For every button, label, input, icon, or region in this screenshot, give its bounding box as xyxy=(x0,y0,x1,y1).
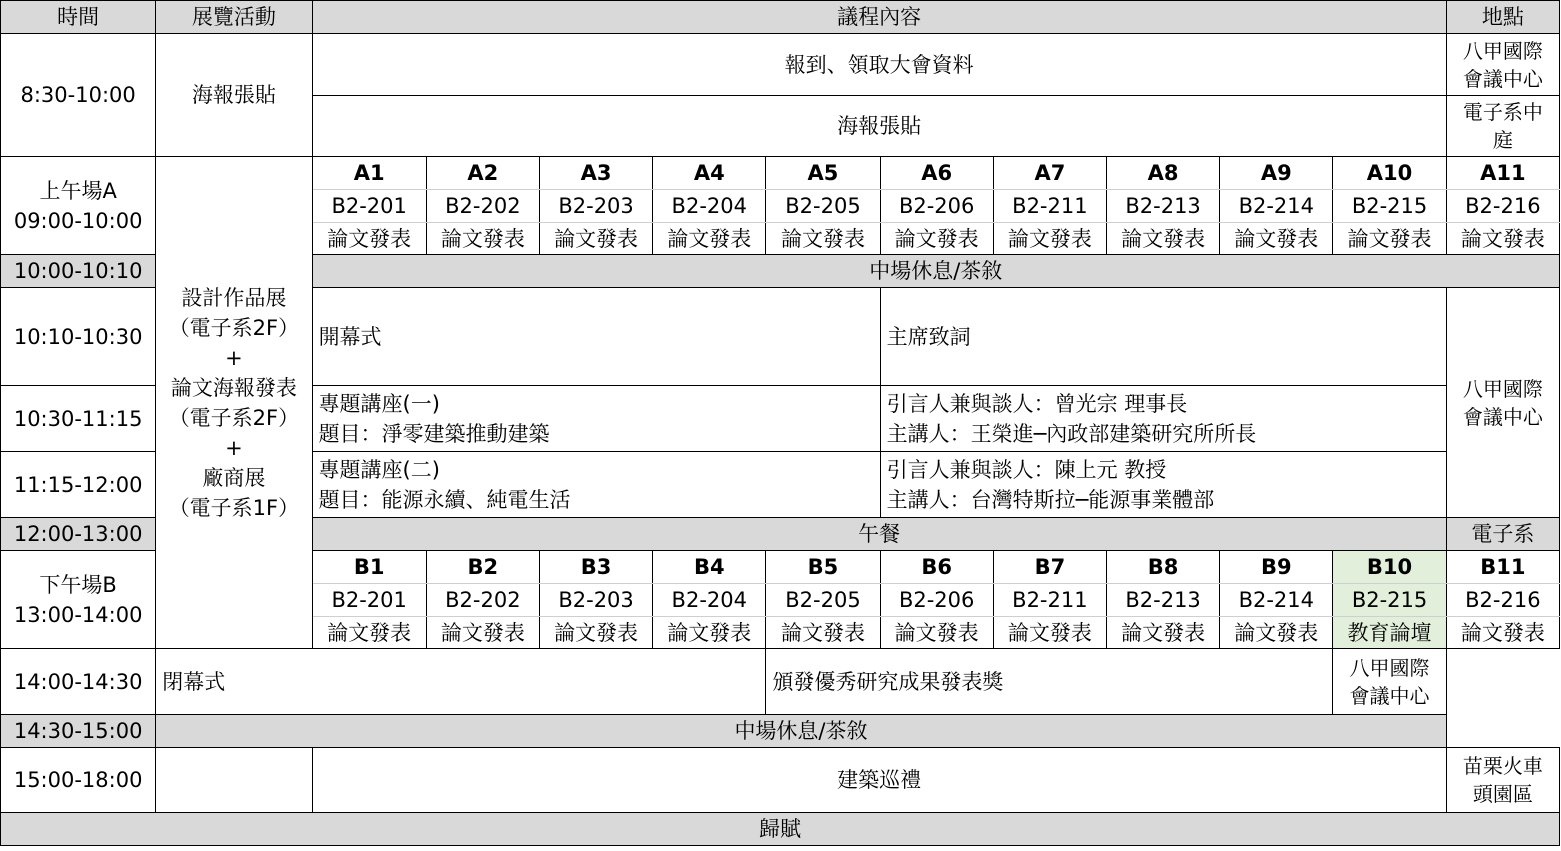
header-row xyxy=(1,1,1560,34)
session-code: B4 xyxy=(653,551,766,584)
opening-time: 10:10-10:30 xyxy=(1,288,156,386)
session-code: A2 xyxy=(426,157,539,190)
lecture1-right xyxy=(880,386,1446,452)
session-code: B9 xyxy=(1220,551,1333,584)
session-room: B2-203 xyxy=(539,190,652,223)
session-type: 論文發表 xyxy=(1446,617,1559,649)
session-room: B2-213 xyxy=(1106,584,1219,617)
checkin-venue-line2: 會議中心 xyxy=(1462,66,1543,91)
session-type: 論文發表 xyxy=(880,617,993,649)
session-room: B2-203 xyxy=(539,584,652,617)
poster-venue xyxy=(1446,96,1559,157)
poster-label: 海報張貼 xyxy=(312,96,1446,157)
session-type: 論文發表 xyxy=(993,223,1106,255)
session-room: B2-205 xyxy=(766,584,880,617)
registration-row xyxy=(1,34,1560,96)
session-code: A5 xyxy=(766,157,880,190)
session-room: B2-201 xyxy=(312,190,426,223)
session-room: B2-214 xyxy=(1220,584,1333,617)
break1-label: 中場休息/茶敘 xyxy=(312,255,1559,288)
session-room: B2-211 xyxy=(993,190,1106,223)
closing-left: 閉幕式 xyxy=(156,649,766,715)
exhibit-line2: （電子系2F） xyxy=(168,315,300,340)
closing-right: 頒發優秀研究成果發表獎 xyxy=(766,649,1333,715)
session-code-highlight: B10 xyxy=(1333,551,1446,584)
session-room: B2-206 xyxy=(880,584,993,617)
session-code: B3 xyxy=(539,551,652,584)
opening-right: 主席致詞 xyxy=(880,288,1446,386)
session-room: B2-205 xyxy=(766,190,880,223)
lunch-label: 午餐 xyxy=(312,518,1446,551)
session-code: A7 xyxy=(993,157,1106,190)
session-type-highlight: 教育論壇 xyxy=(1333,617,1446,649)
session-code: A4 xyxy=(653,157,766,190)
tour-venue-line1: 苗栗火車 xyxy=(1462,754,1543,778)
lecture2-speaker: 主講人：台灣特斯拉─能源事業體部 xyxy=(886,487,1215,512)
session-code: A1 xyxy=(312,157,426,190)
exhibit-plus1: + xyxy=(225,345,243,370)
session-room: B2-204 xyxy=(653,190,766,223)
exhibit-line5: 廠商展 xyxy=(202,465,266,490)
poster-venue-line2: 庭 xyxy=(1492,128,1513,152)
session-code: B7 xyxy=(993,551,1106,584)
morning-label: 上午場A xyxy=(39,178,117,203)
session-type: 論文發表 xyxy=(1220,617,1333,649)
return-label: 歸賦 xyxy=(1,813,1560,846)
session-room: B2-204 xyxy=(653,584,766,617)
session-room: B2-201 xyxy=(312,584,426,617)
lecture2-topic: 題目：能源永續、純電生活 xyxy=(318,487,571,512)
morning-time-range: 09:00-10:00 xyxy=(13,208,143,233)
lecture2-title: 專題講座(二) xyxy=(318,457,440,482)
session-type: 論文發表 xyxy=(1333,223,1446,255)
session-code: A8 xyxy=(1106,157,1219,190)
tour-time: 15:00-18:00 xyxy=(1,748,156,813)
session-type: 論文發表 xyxy=(1106,223,1219,255)
header-venue: 地點 xyxy=(1446,1,1559,34)
morning-time xyxy=(1,157,156,255)
lecture1-title: 專題講座(一) xyxy=(318,391,440,416)
checkin-venue-line1: 八甲國際 xyxy=(1462,38,1543,63)
lecture2-time: 11:15-12:00 xyxy=(1,452,156,518)
session-code: B8 xyxy=(1106,551,1219,584)
session-room: B2-216 xyxy=(1446,584,1559,617)
session-room-highlight: B2-215 xyxy=(1333,584,1446,617)
session-code: A6 xyxy=(880,157,993,190)
header-exhibit: 展覽活動 xyxy=(156,1,312,34)
lecture2-host: 引言人兼與談人：陳上元 教授 xyxy=(886,457,1167,482)
lecture2-left xyxy=(312,452,880,518)
checkin-venue xyxy=(1446,34,1559,96)
session-type: 論文發表 xyxy=(1220,223,1333,255)
session-type: 論文發表 xyxy=(653,223,766,255)
exhibit-line6: （電子系1F） xyxy=(168,495,300,520)
session-code: B2 xyxy=(426,551,539,584)
session-room: B2-202 xyxy=(426,584,539,617)
reg-time: 8:30-10:00 xyxy=(1,34,156,157)
closing-row xyxy=(1,649,1560,715)
lecture1-speaker: 主講人：王榮進─內政部建築研究所所長 xyxy=(886,421,1257,446)
session-code: A9 xyxy=(1220,157,1333,190)
closing-venue xyxy=(1333,649,1446,715)
header-time: 時間 xyxy=(1,1,156,34)
session-code: B11 xyxy=(1446,551,1559,584)
session-type: 論文發表 xyxy=(766,617,880,649)
session-type: 論文發表 xyxy=(653,617,766,649)
session-code: B1 xyxy=(312,551,426,584)
tour-exhibit-empty xyxy=(156,748,312,813)
lunch-venue: 電子系 xyxy=(1446,518,1559,551)
exhibit-column xyxy=(156,157,312,649)
session-type: 論文發表 xyxy=(539,617,652,649)
session-type: 論文發表 xyxy=(1106,617,1219,649)
session-room: B2-211 xyxy=(993,584,1106,617)
session-room: B2-215 xyxy=(1333,190,1446,223)
session-code: B5 xyxy=(766,551,880,584)
break2-label: 中場休息/茶敘 xyxy=(156,715,1446,748)
closing-venue-line2: 會議中心 xyxy=(1349,683,1430,708)
tour-row xyxy=(1,748,1560,813)
session-type: 論文發表 xyxy=(426,223,539,255)
tour-venue xyxy=(1446,748,1559,813)
reg-exhibit: 海報張貼 xyxy=(156,34,312,157)
session-type: 論文發表 xyxy=(993,617,1106,649)
morning-code-row xyxy=(1,157,1560,190)
exhibit-plus2: + xyxy=(225,435,243,460)
session-type: 論文發表 xyxy=(312,617,426,649)
session-code: A11 xyxy=(1446,157,1559,190)
session-room: B2-206 xyxy=(880,190,993,223)
poster-venue-line1: 電子系中 xyxy=(1462,100,1543,124)
afternoon-label: 下午場B xyxy=(39,572,117,597)
session-code: B6 xyxy=(880,551,993,584)
lecture1-left xyxy=(312,386,880,452)
session-type: 論文發表 xyxy=(312,223,426,255)
break1-time: 10:00-10:10 xyxy=(1,255,156,288)
session-room: B2-202 xyxy=(426,190,539,223)
checkin-label: 報到、領取大會資料 xyxy=(312,34,1446,96)
session-room: B2-214 xyxy=(1220,190,1333,223)
session-type: 論文發表 xyxy=(766,223,880,255)
lecture-venue-line1: 八甲國際 xyxy=(1462,376,1543,401)
return-row xyxy=(1,813,1560,846)
session-type: 論文發表 xyxy=(426,617,539,649)
lecture-venue xyxy=(1446,288,1559,518)
exhibit-line1: 設計作品展 xyxy=(181,285,287,310)
closing-venue-line1: 八甲國際 xyxy=(1349,655,1430,680)
tour-label: 建築巡禮 xyxy=(312,748,1446,813)
session-room: B2-213 xyxy=(1106,190,1219,223)
break2-row xyxy=(1,715,1560,748)
session-code: A3 xyxy=(539,157,652,190)
lecture1-topic: 題目：淨零建築推動建築 xyxy=(318,421,550,446)
closing-time: 14:00-14:30 xyxy=(1,649,156,715)
lecture1-host: 引言人兼與談人：曾光宗 理事長 xyxy=(886,391,1188,416)
exhibit-line3: 論文海報發表 xyxy=(170,375,297,400)
afternoon-time-range: 13:00-14:00 xyxy=(13,602,143,627)
exhibit-line4: （電子系2F） xyxy=(168,405,300,430)
header-agenda: 議程內容 xyxy=(312,1,1446,34)
session-type: 論文發表 xyxy=(880,223,993,255)
tour-venue-line2: 頭園區 xyxy=(1472,782,1533,806)
break2-time: 14:30-15:00 xyxy=(1,715,156,748)
lunch-time: 12:00-13:00 xyxy=(1,518,156,551)
session-room: B2-216 xyxy=(1446,190,1559,223)
session-type: 論文發表 xyxy=(1446,223,1559,255)
session-code: A10 xyxy=(1333,157,1446,190)
lecture-venue-line2: 會議中心 xyxy=(1462,404,1543,429)
lecture2-right xyxy=(880,452,1446,518)
afternoon-time xyxy=(1,551,156,649)
session-type: 論文發表 xyxy=(539,223,652,255)
opening-left: 開幕式 xyxy=(312,288,880,386)
lecture1-time: 10:30-11:15 xyxy=(1,386,156,452)
